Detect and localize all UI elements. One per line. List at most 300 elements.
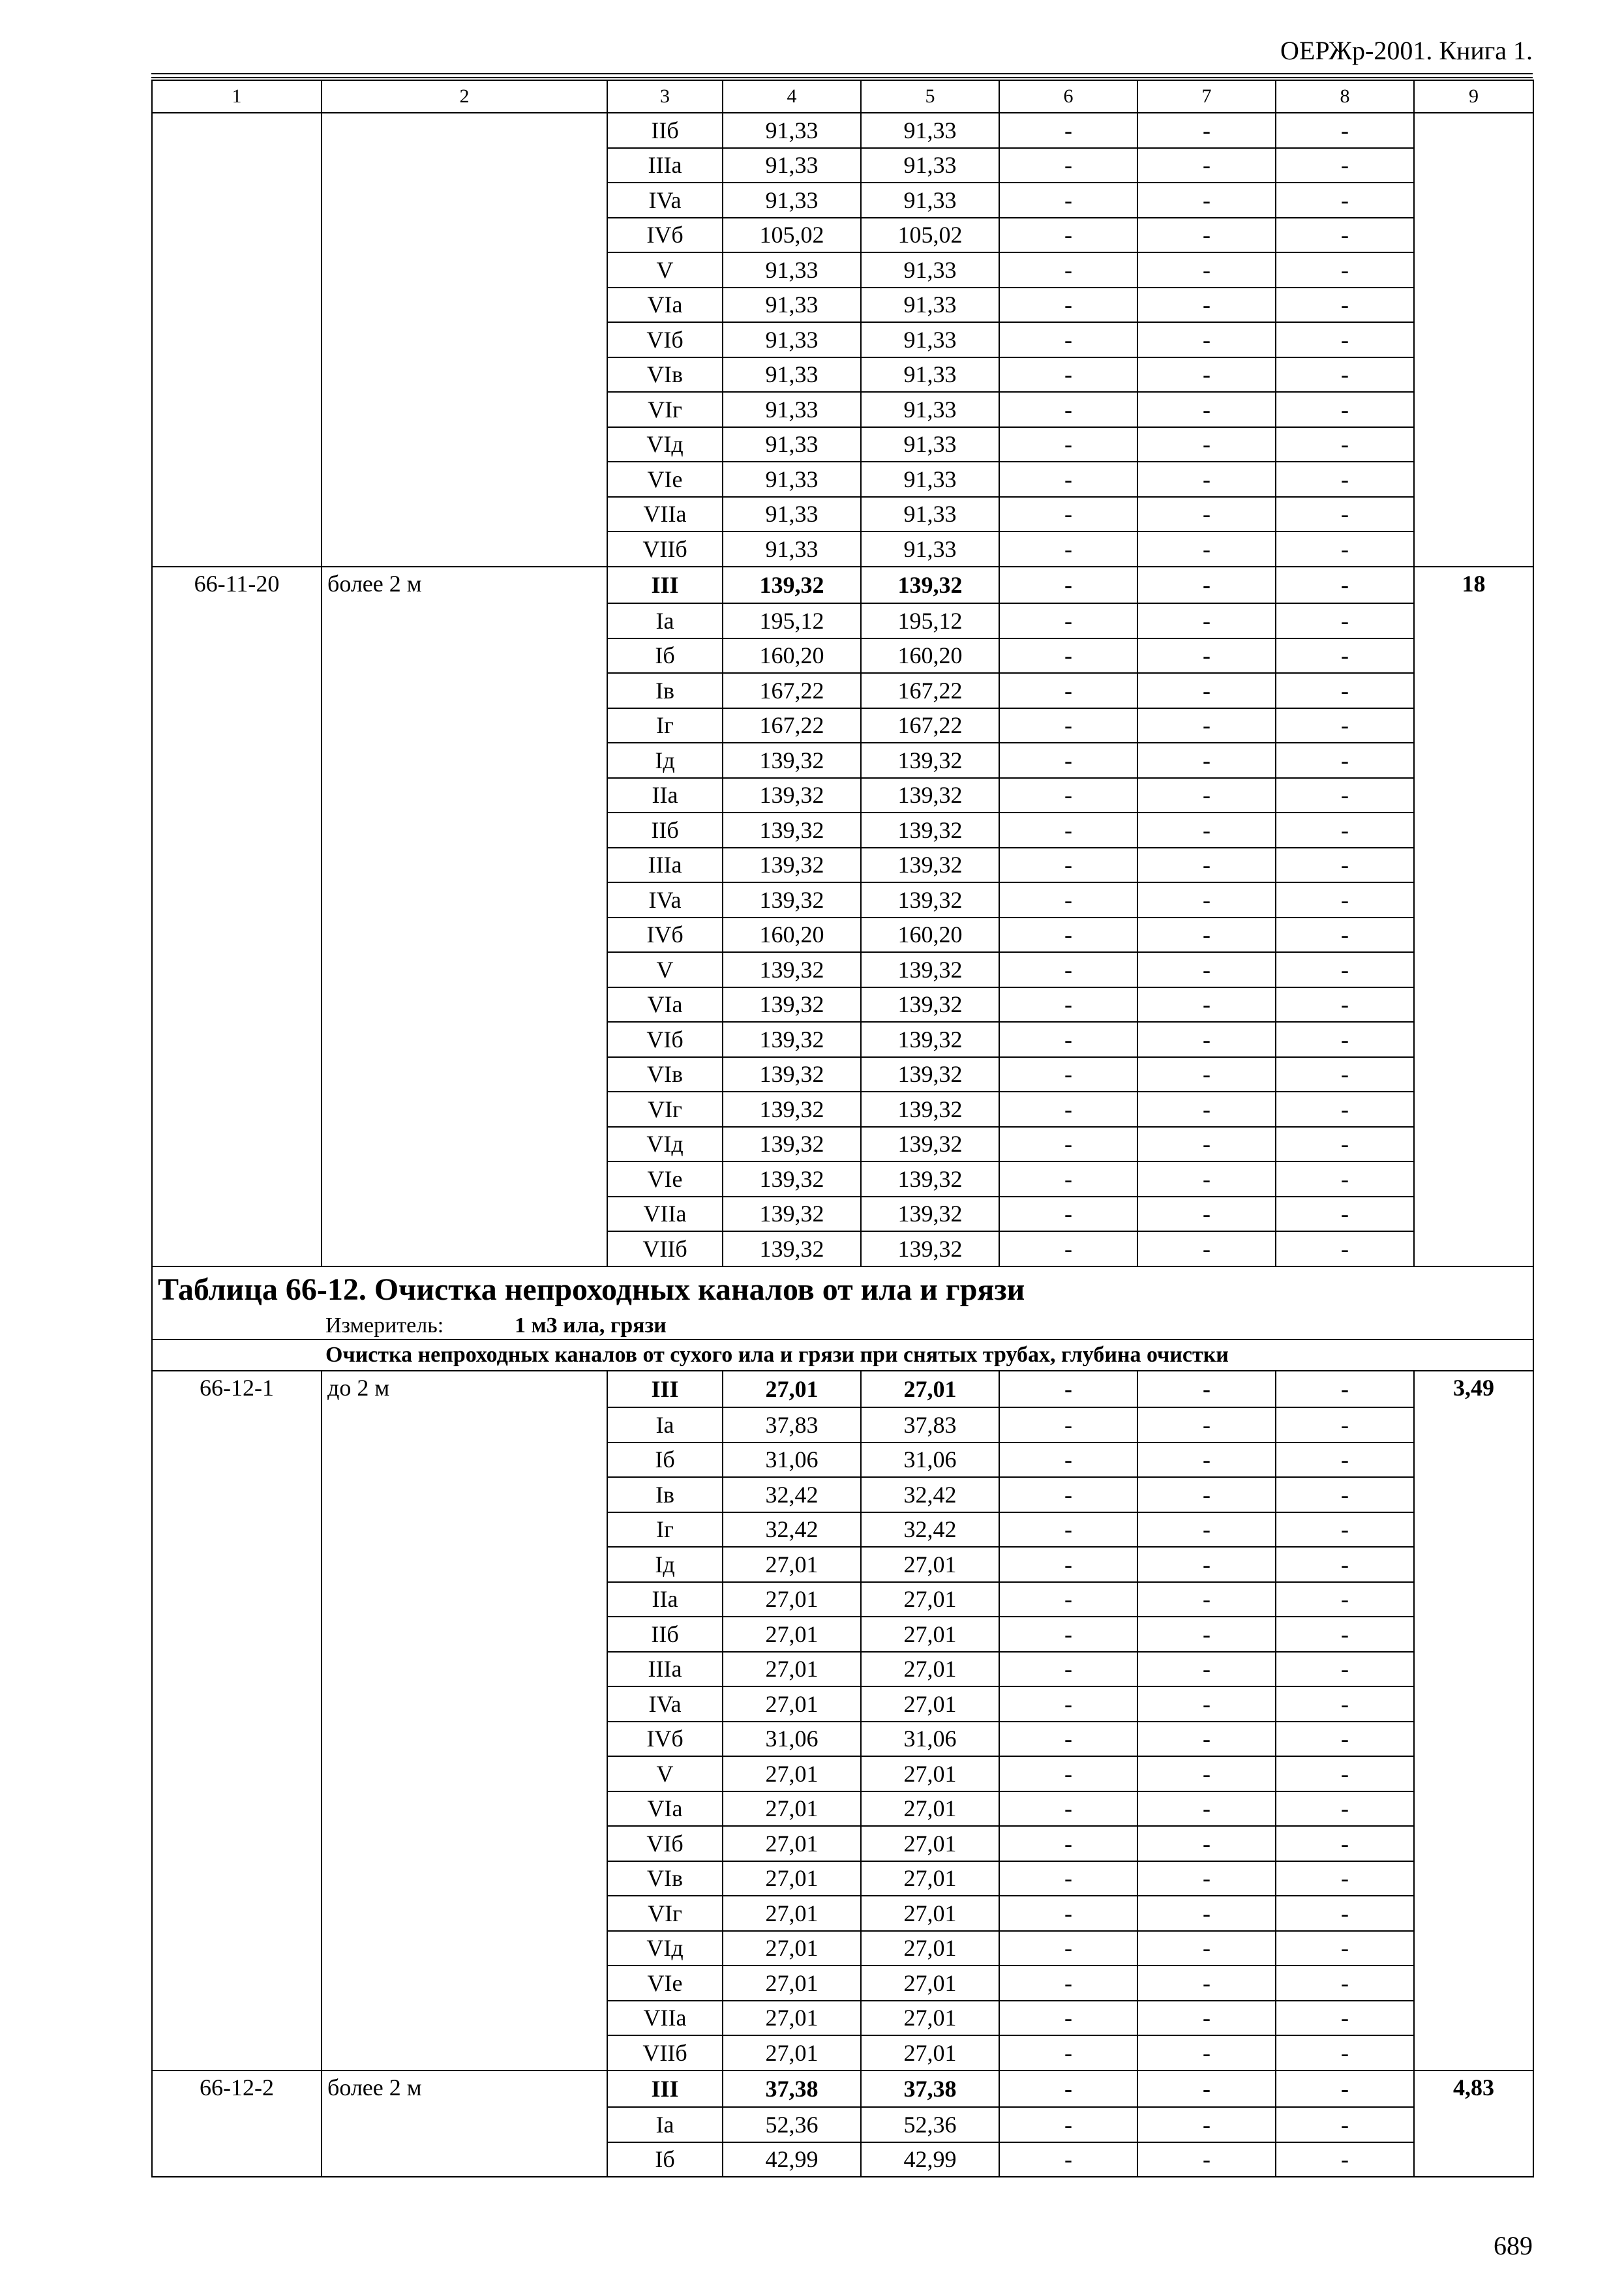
operator-wage-cell: -: [1137, 743, 1276, 778]
wage-cell: 91,33: [861, 427, 999, 462]
total-cost-cell: 139,32: [723, 1231, 861, 1266]
table-row: [152, 252, 1533, 288]
machine-cell: -: [999, 357, 1137, 393]
zone-cell: IIIa: [607, 848, 723, 883]
machine-cell: -: [999, 1197, 1137, 1232]
zone-cell: IVб: [607, 218, 723, 253]
operator-wage-cell: -: [1137, 918, 1276, 953]
running-title: ОЕРЖр-2001. Книга 1.: [1280, 36, 1533, 65]
operator-wage-cell: -: [1137, 218, 1276, 253]
wage-cell: 139,32: [861, 1092, 999, 1127]
operator-wage-cell: -: [1137, 497, 1276, 532]
wage-cell: 139,32: [861, 567, 999, 604]
table-row: [152, 1931, 1533, 1966]
machine-cell: -: [999, 2107, 1137, 2142]
table-row: [152, 2001, 1533, 2036]
zone-cell: V: [607, 252, 723, 288]
machine-cell: -: [999, 1231, 1137, 1266]
materials-cell: -: [1276, 2001, 1414, 2036]
total-cost-cell: 139,32: [723, 1092, 861, 1127]
machine-cell: -: [999, 1512, 1137, 1548]
wage-cell: 139,32: [861, 848, 999, 883]
wage-cell: 27,01: [861, 1931, 999, 1966]
labor-total-empty: [1414, 882, 1533, 918]
column-number: 5: [861, 80, 999, 113]
item-code-empty: [152, 392, 322, 427]
total-cost-cell: 27,01: [723, 2001, 861, 2036]
materials-cell: -: [1276, 462, 1414, 497]
machine-cell: -: [999, 918, 1137, 953]
zone-cell: VIe: [607, 462, 723, 497]
item-name-empty: [322, 918, 607, 953]
machine-cell: -: [999, 708, 1137, 743]
zone-cell: Ia: [607, 2107, 723, 2142]
item-code-empty: [152, 1512, 322, 1548]
wage-cell: 27,01: [861, 1791, 999, 1827]
total-cost-cell: 27,01: [723, 1371, 861, 1408]
table-row: [152, 2071, 1533, 2108]
wage-cell: 27,01: [861, 2035, 999, 2071]
wage-cell: 27,01: [861, 1547, 999, 1582]
labor-total-empty: [1414, 1547, 1533, 1582]
machine-cell: -: [999, 1722, 1137, 1757]
materials-cell: -: [1276, 918, 1414, 953]
table-row: [152, 813, 1533, 848]
total-cost-cell: 91,33: [723, 322, 861, 357]
item-name-empty: [322, 218, 607, 253]
table-row: [152, 952, 1533, 987]
total-cost-cell: 91,33: [723, 392, 861, 427]
machine-cell: -: [999, 183, 1137, 218]
item-name-empty: [322, 252, 607, 288]
wage-cell: 160,20: [861, 918, 999, 953]
labor-total-empty: [1414, 1057, 1533, 1092]
item-name-empty: [322, 1617, 607, 1652]
total-cost-cell: 42,99: [723, 2142, 861, 2177]
materials-cell: -: [1276, 1161, 1414, 1197]
column-number: 1: [152, 80, 322, 113]
labor-total-empty: [1414, 1756, 1533, 1791]
total-cost-cell: 52,36: [723, 2107, 861, 2142]
operator-wage-cell: -: [1137, 778, 1276, 813]
wage-cell: 27,01: [861, 1652, 999, 1687]
wage-cell: 139,32: [861, 1161, 999, 1197]
table-row: [152, 1197, 1533, 1232]
total-cost-cell: 139,32: [723, 952, 861, 987]
materials-cell: -: [1276, 1652, 1414, 1687]
total-cost-cell: 27,01: [723, 1931, 861, 1966]
materials-cell: -: [1276, 1582, 1414, 1617]
labor-total-empty: [1414, 427, 1533, 462]
materials-cell: -: [1276, 673, 1414, 708]
zone-cell: VIв: [607, 1861, 723, 1896]
item-name: более 2 м: [322, 2071, 607, 2108]
item-name: до 2 м: [322, 1371, 607, 1408]
wage-cell: 27,01: [861, 1371, 999, 1408]
column-number: 8: [1276, 80, 1414, 113]
wage-cell: 52,36: [861, 2107, 999, 2142]
zone-cell: VIIa: [607, 497, 723, 532]
total-cost-cell: 139,32: [723, 848, 861, 883]
zone-cell: IIa: [607, 778, 723, 813]
operator-wage-cell: -: [1137, 1896, 1276, 1931]
item-code-empty: [152, 1966, 322, 2001]
machine-cell: -: [999, 1127, 1137, 1162]
zone-cell: VIe: [607, 1966, 723, 2001]
item-code-empty: [152, 1231, 322, 1266]
operator-wage-cell: -: [1137, 2001, 1276, 2036]
zone-cell: VIг: [607, 1896, 723, 1931]
materials-cell: -: [1276, 1127, 1414, 1162]
wage-cell: 91,33: [861, 462, 999, 497]
machine-cell: -: [999, 952, 1137, 987]
table-row: [152, 357, 1533, 393]
materials-cell: -: [1276, 322, 1414, 357]
labor-total-empty: [1414, 531, 1533, 567]
materials-cell: -: [1276, 1617, 1414, 1652]
item-name-empty: [322, 2001, 607, 2036]
machine-cell: -: [999, 2142, 1137, 2177]
wage-cell: 91,33: [861, 322, 999, 357]
machine-cell: -: [999, 1686, 1137, 1722]
column-number: 7: [1137, 80, 1276, 113]
item-code-empty: [152, 2142, 322, 2177]
item-name-empty: [322, 1477, 607, 1512]
total-cost-cell: 27,01: [723, 1652, 861, 1687]
zone-cell: III: [607, 567, 723, 604]
materials-cell: -: [1276, 1931, 1414, 1966]
materials-cell: -: [1276, 743, 1414, 778]
operator-wage-cell: -: [1137, 1443, 1276, 1478]
machine-cell: -: [999, 1057, 1137, 1092]
table-row: [152, 1617, 1533, 1652]
zone-cell: IIa: [607, 1582, 723, 1617]
item-name-empty: [322, 882, 607, 918]
operator-wage-cell: -: [1137, 1652, 1276, 1687]
total-cost-cell: 27,01: [723, 1791, 861, 1827]
total-cost-cell: 139,32: [723, 1161, 861, 1197]
zone-cell: VIд: [607, 1127, 723, 1162]
table-row: [152, 1791, 1533, 1827]
item-code-empty: [152, 1057, 322, 1092]
labor-total-empty: [1414, 1161, 1533, 1197]
materials-cell: -: [1276, 2142, 1414, 2177]
zone-cell: Iд: [607, 1547, 723, 1582]
table-row: [152, 567, 1533, 604]
table-row: [152, 1161, 1533, 1197]
zone-cell: III: [607, 2071, 723, 2108]
total-cost-cell: 91,33: [723, 427, 861, 462]
materials-cell: -: [1276, 1547, 1414, 1582]
labor-total-empty: [1414, 1477, 1533, 1512]
operator-wage-cell: -: [1137, 427, 1276, 462]
table-row: [152, 2107, 1533, 2142]
total-cost-cell: 27,01: [723, 1617, 861, 1652]
operator-wage-cell: -: [1137, 1371, 1276, 1408]
zone-cell: IVa: [607, 183, 723, 218]
zone-cell: Iв: [607, 1477, 723, 1512]
table-row: [152, 918, 1533, 953]
item-name-empty: [322, 183, 607, 218]
item-name-empty: [322, 2035, 607, 2071]
zone-cell: IVa: [607, 882, 723, 918]
item-code: 66-11-20: [152, 567, 322, 604]
operator-wage-cell: -: [1137, 1231, 1276, 1266]
wage-cell: 167,22: [861, 708, 999, 743]
machine-cell: -: [999, 1407, 1137, 1443]
labor-total-empty: [1414, 638, 1533, 674]
materials-cell: -: [1276, 952, 1414, 987]
item-name-empty: [322, 1127, 607, 1162]
table-row: [152, 1443, 1533, 1478]
zone-cell: IIб: [607, 813, 723, 848]
zone-cell: VIa: [607, 288, 723, 323]
operator-wage-cell: -: [1137, 708, 1276, 743]
wage-cell: 139,32: [861, 987, 999, 1023]
operator-wage-cell: -: [1137, 1826, 1276, 1861]
item-name-empty: [322, 1861, 607, 1896]
operator-wage-cell: -: [1137, 1197, 1276, 1232]
total-cost-cell: 91,33: [723, 252, 861, 288]
materials-cell: -: [1276, 848, 1414, 883]
item-name-empty: [322, 778, 607, 813]
item-code-empty: [152, 1686, 322, 1722]
wage-cell: 139,32: [861, 1057, 999, 1092]
table-row: [152, 1477, 1533, 1512]
wage-cell: 31,06: [861, 1722, 999, 1757]
labor-total-empty: [1414, 1197, 1533, 1232]
materials-cell: -: [1276, 531, 1414, 567]
labor-total-empty: [1414, 1652, 1533, 1687]
materials-cell: -: [1276, 1756, 1414, 1791]
machine-cell: -: [999, 1477, 1137, 1512]
machine-cell: -: [999, 288, 1137, 323]
total-cost-cell: 27,01: [723, 1896, 861, 1931]
wage-cell: 91,33: [861, 497, 999, 532]
labor-total-empty: [1414, 1443, 1533, 1478]
item-code-empty: [152, 427, 322, 462]
operator-wage-cell: -: [1137, 987, 1276, 1023]
materials-cell: -: [1276, 1896, 1414, 1931]
zone-cell: VIIб: [607, 1231, 723, 1266]
page-number: 689: [1494, 2231, 1533, 2260]
total-cost-cell: 160,20: [723, 918, 861, 953]
machine-cell: -: [999, 1547, 1137, 1582]
column-number: 9: [1414, 80, 1533, 113]
machine-cell: -: [999, 987, 1137, 1023]
item-code-empty: [152, 603, 322, 638]
item-name-empty: [322, 1791, 607, 1827]
table-row: [152, 462, 1533, 497]
zone-cell: IVб: [607, 1722, 723, 1757]
table-row: [152, 1371, 1533, 1408]
materials-cell: -: [1276, 427, 1414, 462]
zone-cell: VIIб: [607, 2035, 723, 2071]
zone-cell: Iг: [607, 708, 723, 743]
machine-cell: -: [999, 1826, 1137, 1861]
zone-cell: Iг: [607, 1512, 723, 1548]
operator-wage-cell: -: [1137, 1407, 1276, 1443]
machine-cell: -: [999, 218, 1137, 253]
machine-cell: -: [999, 1896, 1137, 1931]
item-name-empty: [322, 357, 607, 393]
materials-cell: -: [1276, 1512, 1414, 1548]
total-cost-cell: 91,33: [723, 497, 861, 532]
zone-cell: VIa: [607, 1791, 723, 1827]
table-row: [152, 1582, 1533, 1617]
labor-total-empty: [1414, 1686, 1533, 1722]
table-row: [152, 2035, 1533, 2071]
operator-wage-cell: -: [1137, 813, 1276, 848]
machine-cell: -: [999, 2035, 1137, 2071]
materials-cell: -: [1276, 113, 1414, 148]
table-row: [152, 1722, 1533, 1757]
total-cost-cell: 139,32: [723, 1022, 861, 1057]
zone-cell: V: [607, 952, 723, 987]
zone-cell: VIIб: [607, 531, 723, 567]
total-cost-cell: 160,20: [723, 638, 861, 674]
item-code-empty: [152, 462, 322, 497]
total-cost-cell: 27,01: [723, 1861, 861, 1896]
materials-cell: -: [1276, 2035, 1414, 2071]
item-code-empty: [152, 708, 322, 743]
zone-cell: Iв: [607, 673, 723, 708]
item-code: 66-12-2: [152, 2071, 322, 2108]
table-row: [152, 1127, 1533, 1162]
operator-wage-cell: -: [1137, 1161, 1276, 1197]
wage-cell: 139,32: [861, 882, 999, 918]
zone-cell: IVб: [607, 918, 723, 953]
labor-total-empty: [1414, 1861, 1533, 1896]
item-name: более 2 м: [322, 567, 607, 604]
table-row: [152, 2142, 1533, 2177]
wage-cell: 91,33: [861, 357, 999, 393]
total-cost-cell: 139,32: [723, 1197, 861, 1232]
machine-cell: -: [999, 1161, 1137, 1197]
operator-wage-cell: -: [1137, 113, 1276, 148]
zone-cell: Iб: [607, 2142, 723, 2177]
wage-cell: 32,42: [861, 1477, 999, 1512]
materials-cell: -: [1276, 603, 1414, 638]
item-code-empty: [152, 1407, 322, 1443]
table-row: [152, 848, 1533, 883]
item-name-empty: [322, 2142, 607, 2177]
labor-total-empty: [1414, 987, 1533, 1023]
labor-total-empty: [1414, 813, 1533, 848]
materials-cell: -: [1276, 567, 1414, 604]
wage-cell: 91,33: [861, 531, 999, 567]
materials-cell: -: [1276, 1371, 1414, 1408]
table-row: [152, 1861, 1533, 1896]
item-code-empty: [152, 1582, 322, 1617]
wage-cell: 160,20: [861, 638, 999, 674]
machine-cell: -: [999, 1966, 1137, 2001]
total-cost-cell: 139,32: [723, 567, 861, 604]
labor-total-empty: [1414, 1127, 1533, 1162]
table-row: [152, 427, 1533, 462]
labor-total-empty: [1414, 603, 1533, 638]
operator-wage-cell: -: [1137, 1756, 1276, 1791]
total-cost-cell: 91,33: [723, 531, 861, 567]
materials-cell: -: [1276, 183, 1414, 218]
labor-total-empty: [1414, 1231, 1533, 1266]
item-name-empty: [322, 497, 607, 532]
item-code-empty: [152, 1477, 322, 1512]
machine-cell: -: [999, 1931, 1137, 1966]
item-code-empty: [152, 218, 322, 253]
materials-cell: -: [1276, 1407, 1414, 1443]
total-cost-cell: 91,33: [723, 113, 861, 148]
labor-total-empty: [1414, 1791, 1533, 1827]
labor-total: 18: [1414, 567, 1533, 604]
item-code-empty: [152, 987, 322, 1023]
materials-cell: -: [1276, 1057, 1414, 1092]
table-row: [152, 1756, 1533, 1791]
item-code-empty: [152, 148, 322, 183]
labor-total-empty: [1414, 1826, 1533, 1861]
item-code-empty: [152, 882, 322, 918]
wage-cell: 91,33: [861, 252, 999, 288]
labor-total-empty: [1414, 2035, 1533, 2071]
materials-cell: -: [1276, 252, 1414, 288]
materials-cell: -: [1276, 288, 1414, 323]
total-cost-cell: 139,32: [723, 1057, 861, 1092]
item-name-empty: [322, 1407, 607, 1443]
item-code-empty: [152, 252, 322, 288]
total-cost-cell: 91,33: [723, 288, 861, 323]
total-cost-cell: 139,32: [723, 882, 861, 918]
zone-cell: IIIa: [607, 148, 723, 183]
total-cost-cell: 32,42: [723, 1512, 861, 1548]
total-cost-cell: 105,02: [723, 218, 861, 253]
operator-wage-cell: -: [1137, 1512, 1276, 1548]
wage-cell: 139,32: [861, 743, 999, 778]
materials-cell: -: [1276, 392, 1414, 427]
item-name-empty: [322, 813, 607, 848]
item-name-empty: [322, 462, 607, 497]
column-number-header: [152, 80, 1533, 113]
item-code-empty: [152, 531, 322, 567]
machine-cell: -: [999, 252, 1137, 288]
machine-cell: -: [999, 743, 1137, 778]
item-code-empty: [152, 638, 322, 674]
operator-wage-cell: -: [1137, 1617, 1276, 1652]
labor-total-empty: [1414, 183, 1533, 218]
item-name-empty: [322, 1231, 607, 1266]
materials-cell: -: [1276, 1791, 1414, 1827]
machine-cell: -: [999, 1022, 1137, 1057]
operator-wage-cell: -: [1137, 567, 1276, 604]
total-cost-cell: 195,12: [723, 603, 861, 638]
item-code-empty: [152, 1861, 322, 1896]
table-row: [152, 1512, 1533, 1548]
operator-wage-cell: -: [1137, 1861, 1276, 1896]
table-row: [152, 322, 1533, 357]
item-code-empty: [152, 848, 322, 883]
materials-cell: -: [1276, 2107, 1414, 2142]
wage-cell: 27,01: [861, 1966, 999, 2001]
operator-wage-cell: -: [1137, 952, 1276, 987]
total-cost-cell: 139,32: [723, 743, 861, 778]
table-row: [152, 882, 1533, 918]
materials-cell: -: [1276, 1231, 1414, 1266]
table-row: [152, 603, 1533, 638]
operator-wage-cell: -: [1137, 1127, 1276, 1162]
total-cost-cell: 139,32: [723, 1127, 861, 1162]
item-name-empty: [322, 987, 607, 1023]
table-row: [152, 1966, 1533, 2001]
item-code-empty: [152, 1022, 322, 1057]
